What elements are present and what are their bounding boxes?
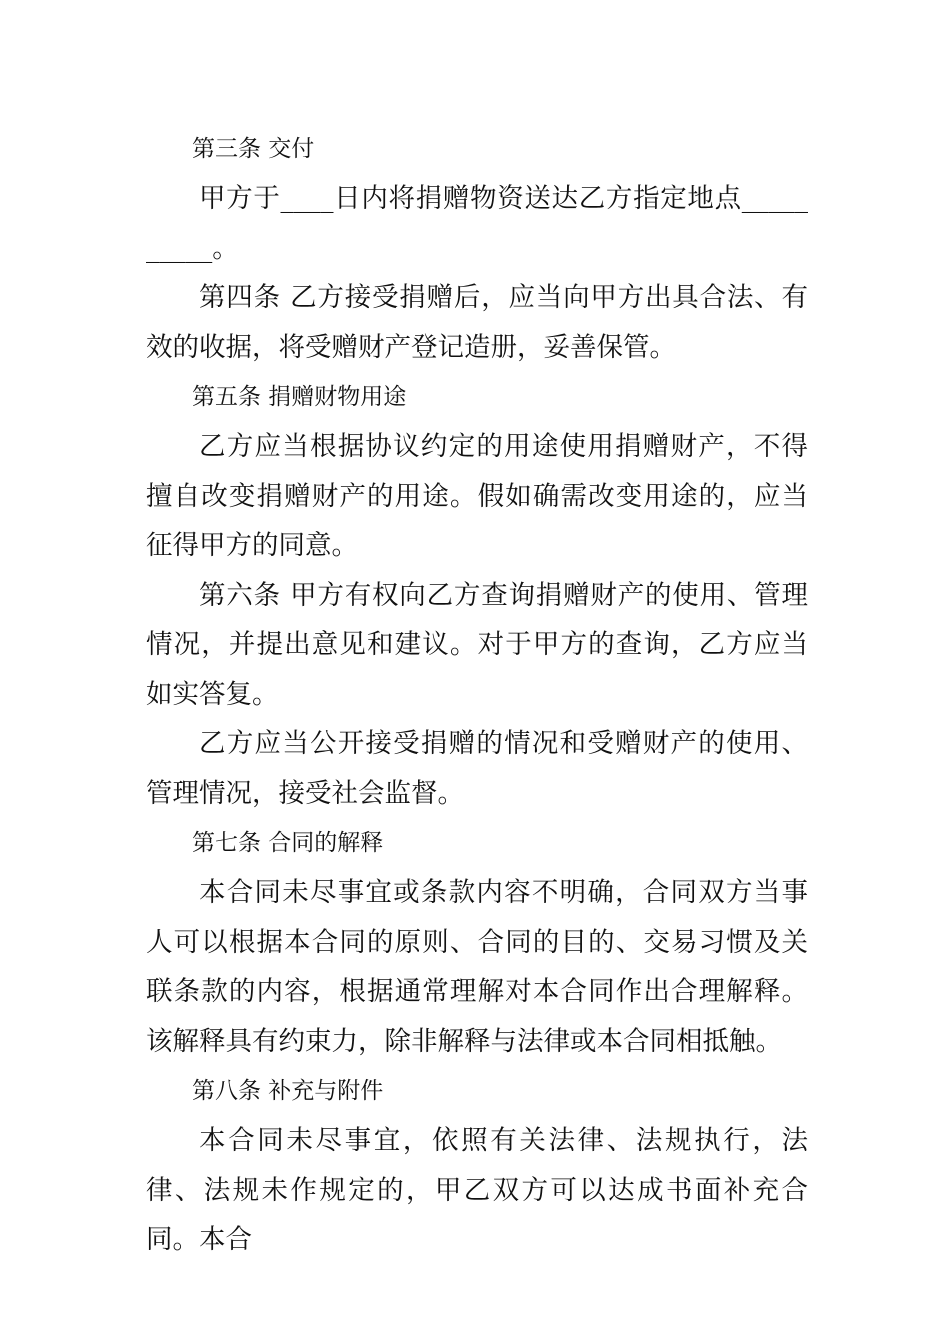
article-7-interpretation-text: 本合同未尽事宜或条款内容不明确，合同双方当事人可以根据本合同的原则、合同的目的、交易习惯及关联条款的内容，根据通常理解对本合同作出合理解释。该解释具有约束力，除非解释与法律或本合同相抵触。 [146,877,808,1057]
article-3-delivery-text: 甲方于____日内将捐赠物资送达乙方指定地点__________。 [146,183,808,264]
article-3-heading: 第三条 交付 [192,136,315,162]
article-4-receipt-text: 第四条 乙方接受捐赠后，应当向甲方出具合法、有效的收据，将受赠财产登记造册，妥善保管。 [146,282,808,363]
document-page [146,124,808,1265]
article-7-heading: 第七条 合同的解释 [192,830,384,856]
article-5-heading: 第五条 捐赠财物用途 [192,384,407,410]
article-6-inquiry-text: 第六条 甲方有权向乙方查询捐赠财产的使用、管理情况，并提出意见和建议。对于甲方的查询，乙方应当如实答复。 [146,579,808,710]
article-8-supplement-text: 本合同未尽事宜，依照有关法律、法规执行，法律、法规未作规定的，甲乙双方可以达成书面补充合同。本合 [146,1125,808,1255]
article-6-disclosure-text: 乙方应当公开接受捐赠的情况和受赠财产的使用、管理情况，接受社会监督。 [146,728,808,809]
article-5-usage-text: 乙方应当根据协议约定的用途使用捐赠财产，不得擅自改变捐赠财产的用途。假如确需改变用途的，应当征得甲方的同意。 [146,431,808,561]
article-8-heading: 第八条 补充与附件 [192,1078,384,1104]
